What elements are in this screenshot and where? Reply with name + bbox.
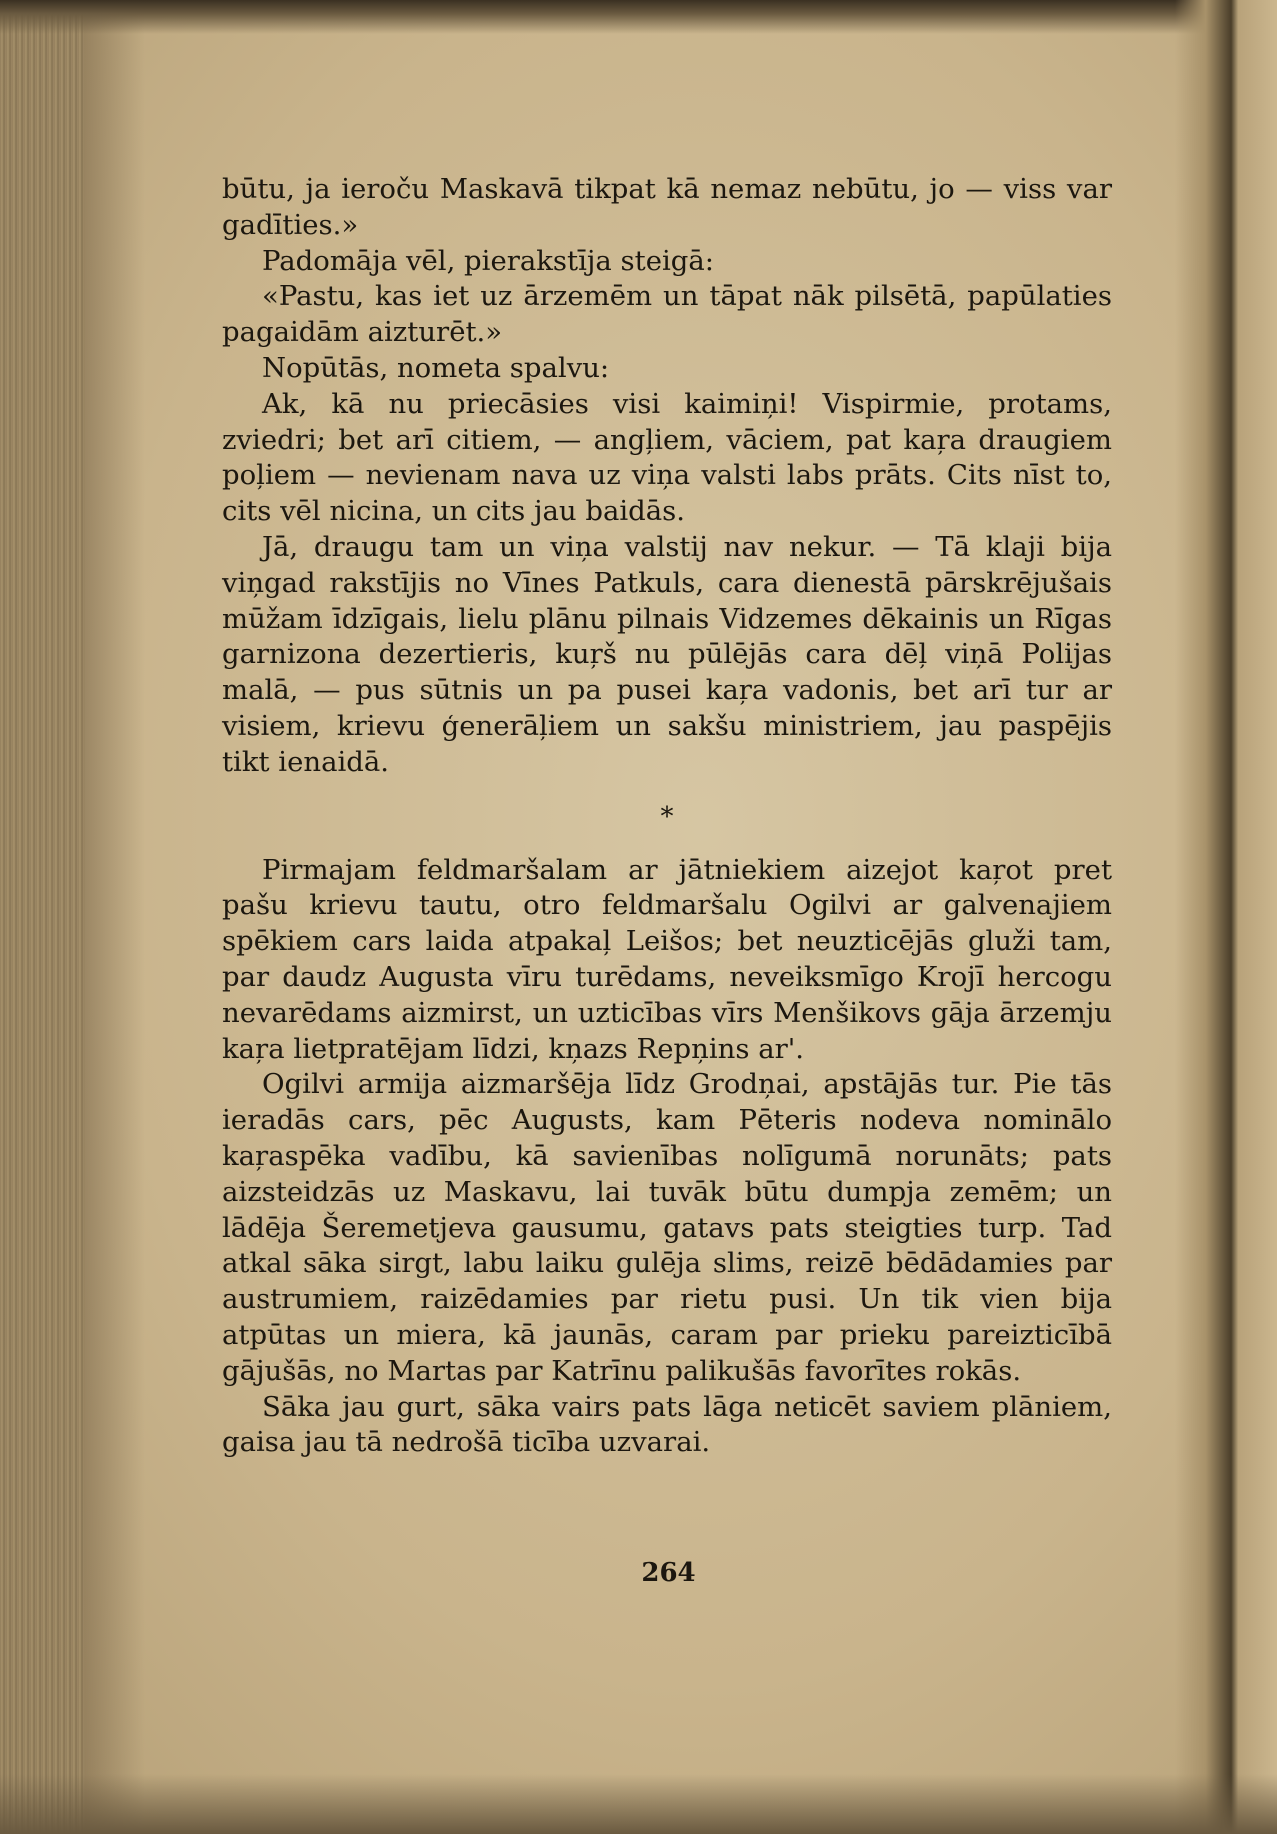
paragraph: Pirmajam feldmaršalam ar jātniekiem aizejot kaŗot pret pašu krievu tautu, otro feldmaršalu Ogilvi ar galvenajiem spēkiem cars laida atpakaļ Leišos; bet neuzticējās gluži tam, par daudz Augusta vīru turēdams, neveiksmīgo Krojī hercogu nevarēdams aizmirst, un uzticības vīrs Menšikovs gāja ārzemju kaŗa lietpratējam līdzi, kņazs Repņins ar'.: [222, 853, 1112, 1065]
top-shadow: [0, 0, 1277, 34]
page-number: 264: [641, 1558, 696, 1588]
paragraph: Nopūtās, nometa spalvu:: [262, 351, 610, 384]
text-section-2: [222, 853, 1112, 1462]
paragraph: «Pastu, kas iet uz ārzemēm un tāpat nāk pilsētā, papūlaties pagaidām aizturēt.»: [222, 280, 1112, 349]
paragraph: būtu, ja ieroču Maskavā tikpat kā nemaz nebūtu, jo — viss var gadīties.»: [222, 173, 1112, 241]
paragraph: Jā, draugu tam un viņa valstij nav nekur. — Tā klaji bija viņgad rakstījis no Vīnes Patkuls, cara dienestā pārskrējušais mūžam īdzīgais, lielu plānu pilnais Vidzemes dēkainis un Rīgas garnizona dezertieris, kuŗš nu pūlējās cara dēļ viņā Polijas malā, — pus sūtnis un pa pusei kaŗa vadonis, bet arī tur ar visiem, krievu ģenerāļiem un sakšu ministriem, jau paspējis tikt ienaidā.: [222, 530, 1112, 778]
bottom-shadow: [0, 1774, 1277, 1834]
body-text: [222, 172, 1112, 1461]
text-section-1: [222, 172, 1112, 781]
paragraph: Ogilvi armija aizmaršēja līdz Grodņai, apstājās tur. Pie tās ieradās cars, pēc Augusts, kam Pēteris nodeva nominālo kaŗaspēka vadību, kā savienības nolīgumā norunāts; pats aizsteidzās uz Maskavu, lai tuvāk būtu dumpja zemēm; un lādēja Šeremetjeva gausumu, gatavs pats steigties turp. Tad atkal sāka sirgt, labu laiku gulēja slims, reizē bēdādamies par austrumiem, raizēdamies par rietu pusi. Un tik vien bija atpūtas un miera, kā jaunās, caram par prieku pareizticībā gājušās, no Martas par Katrīnu palikušās favorītes rokās.: [222, 1068, 1112, 1387]
paragraph: Padomāja vēl, pierakstīja steigā:: [262, 244, 715, 277]
paragraph: Ak, kā nu priecāsies visi kaimiņi! Vispirmie, protams, zviedri; bet arī citiem, — angļiem, vāciem, pat kaŗa draugiem poļiem — nevienam nava uz viņa valsti labs prāts. Cits nīst to, cits vēl nicina, un cits jau baidās.: [222, 387, 1112, 528]
section-separator: *: [660, 801, 674, 832]
paragraph: Sāka jau gurt, sāka vairs pats lāga neticēt saviem plāniem, gaisa jau tā nedrošā ticība uzvarai.: [222, 1390, 1112, 1459]
